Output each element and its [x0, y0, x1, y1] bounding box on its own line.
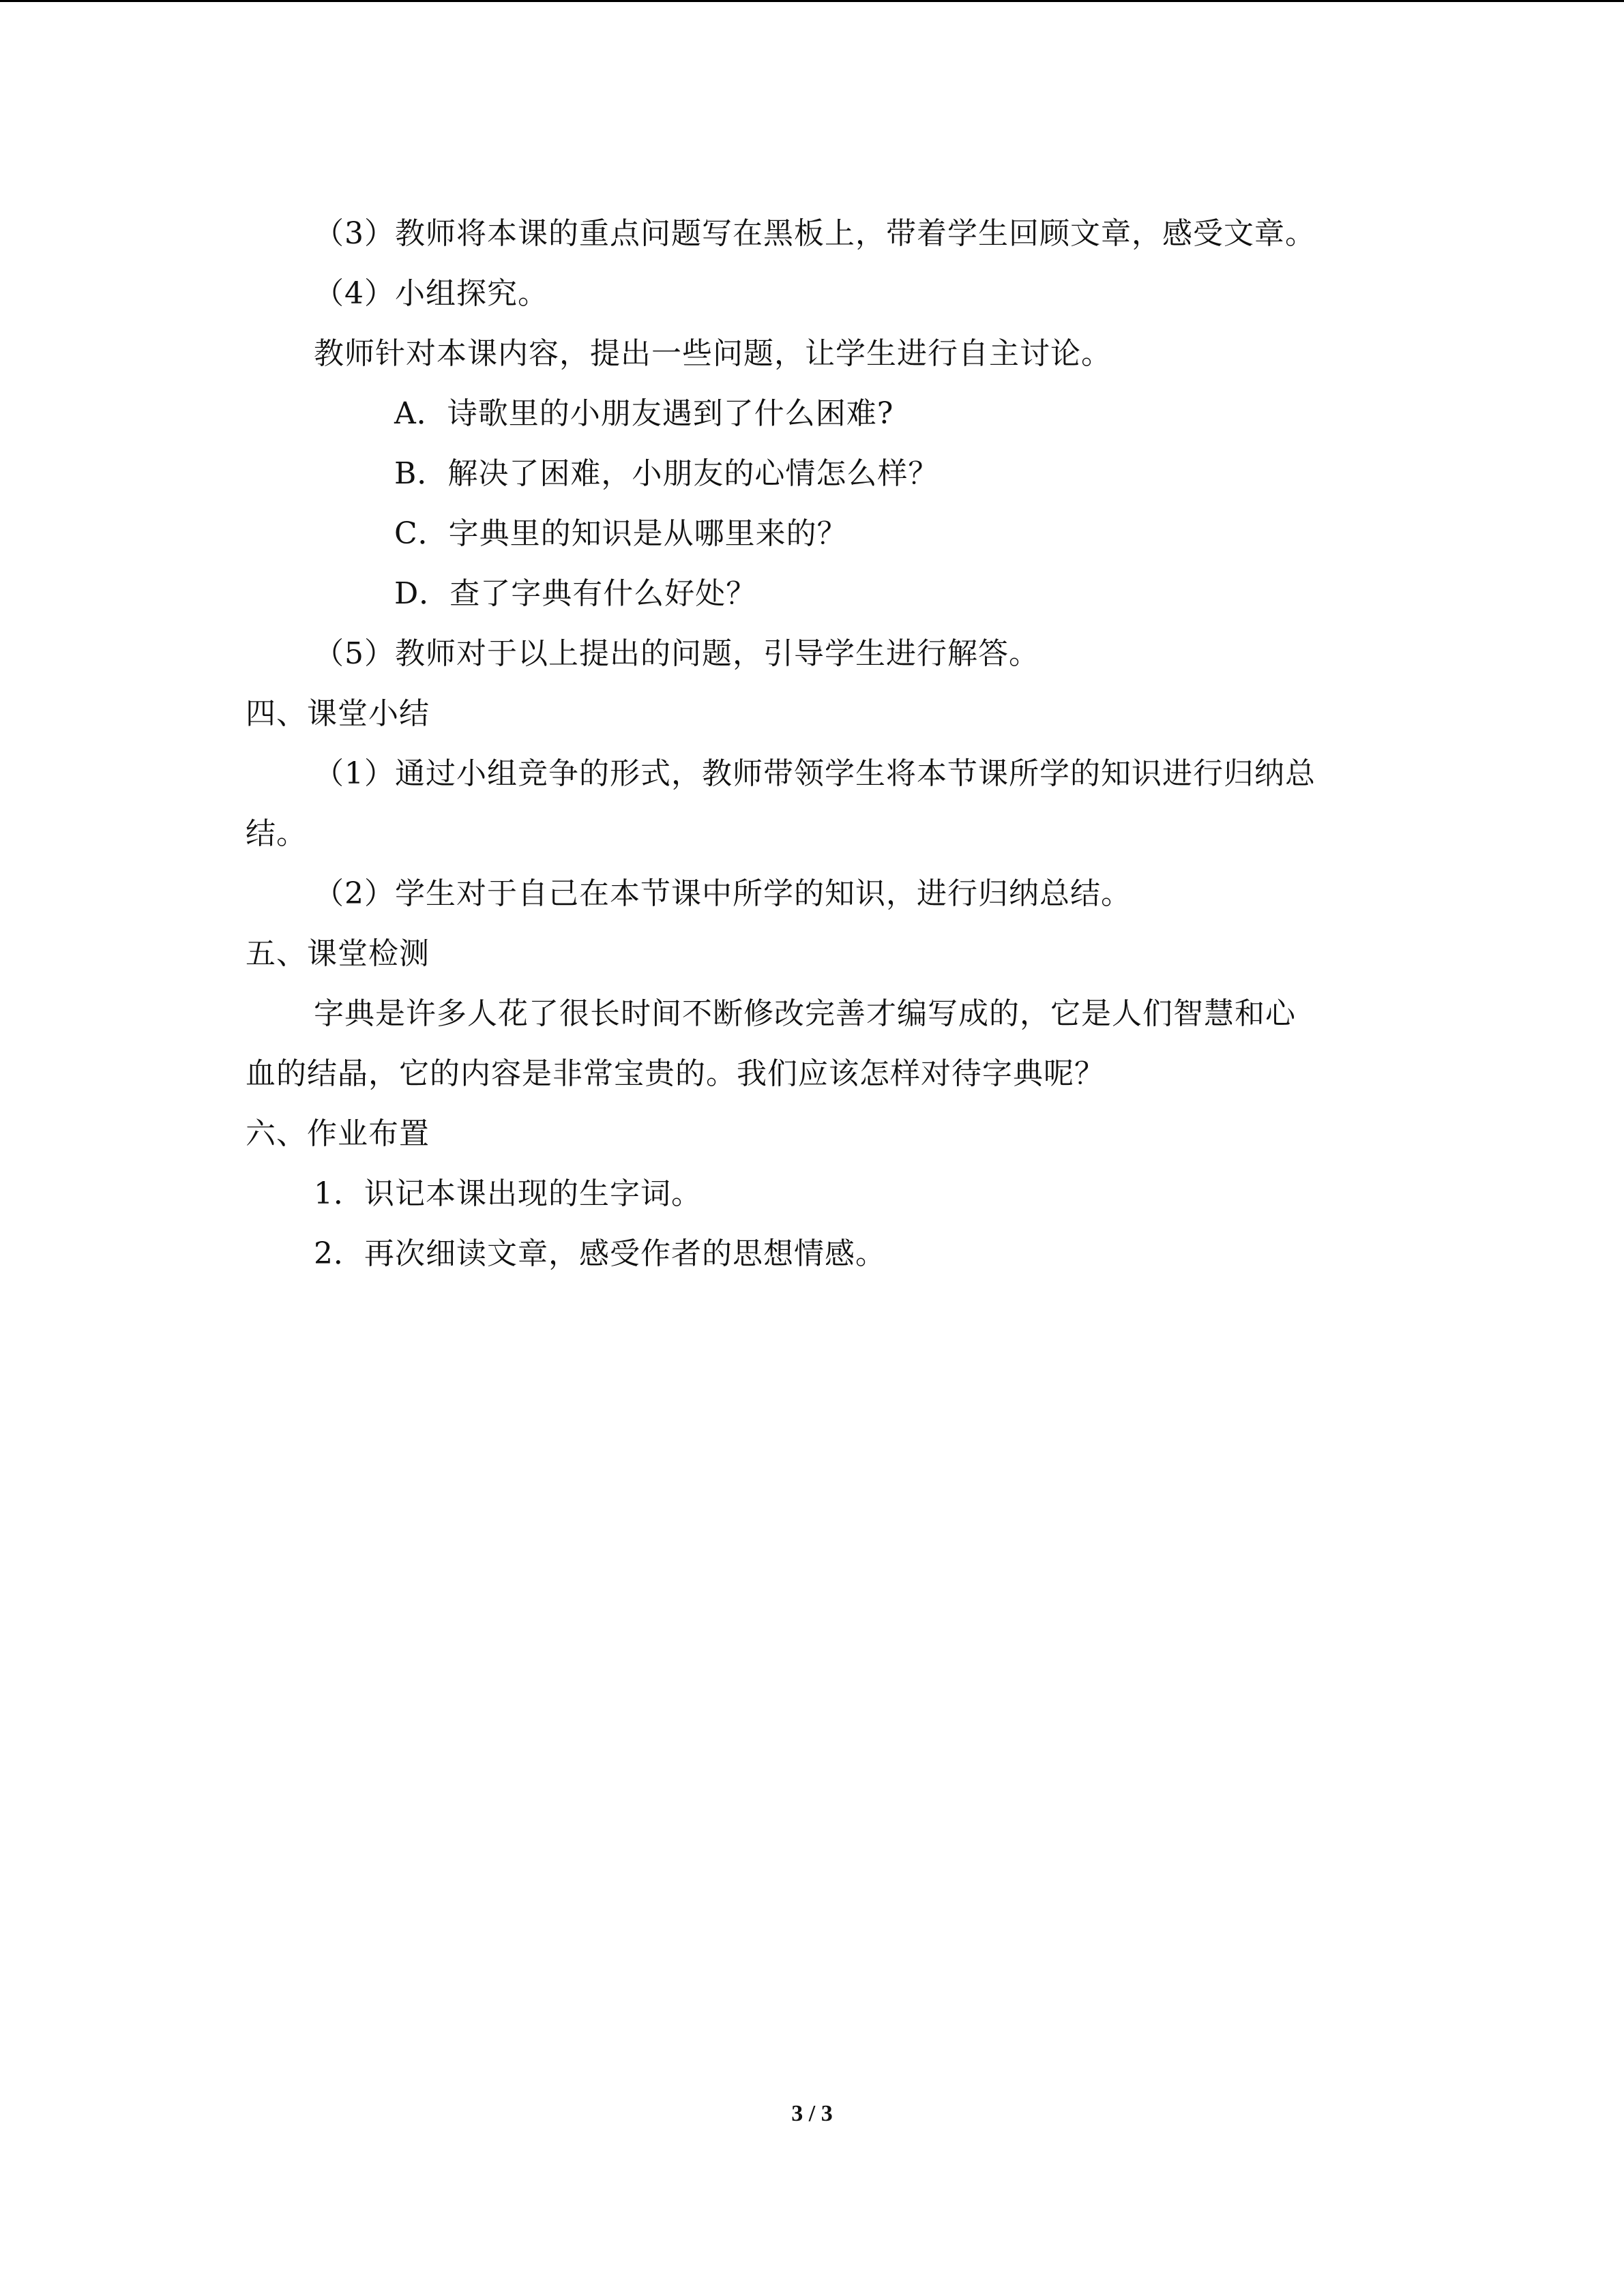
- question-c: C．字典里的知识是从哪里来的？: [394, 516, 848, 551]
- question-d: D．查了字典有什么好处？: [394, 576, 757, 611]
- discussion-intro-text: 教师针对本课内容，提出一些问题，让学生进行自主讨论。: [314, 336, 1112, 371]
- section-heading-check: 五、课堂检测: [246, 936, 430, 971]
- homework-item-2: 2．再次细读文章，感受作者的思想情感。: [314, 1236, 886, 1271]
- summary-item-1-continued: 结。: [246, 816, 307, 851]
- summary-item-2: （2）学生对于自己在本节课中所学的知识，进行归纳总结。: [314, 876, 1132, 911]
- section-heading-homework: 六、作业布置: [246, 1116, 430, 1151]
- homework-item-1: 1．识记本课出现的生字词。: [314, 1176, 702, 1211]
- question-b: B．解决了困难，小朋友的心情怎么样？: [394, 456, 939, 491]
- step-4-text: （4）小组探究。: [314, 276, 548, 311]
- step-5-text: （5）教师对于以上提出的问题，引导学生进行解答。: [314, 636, 1039, 671]
- step-3-text: （3）教师将本课的重点问题写在黑板上，带着学生回顾文章，感受文章。: [314, 216, 1316, 251]
- summary-item-1: （1）通过小组竞争的形式，教师带领学生将本节课所学的知识进行归纳总: [314, 756, 1316, 791]
- section-heading-summary: 四、课堂小结: [246, 696, 430, 731]
- question-a: A．诗歌里的小朋友遇到了什么困难?: [394, 396, 894, 431]
- check-paragraph-line-2: 血的结晶，它的内容是非常宝贵的。我们应该怎样对待字典呢？: [246, 1056, 1105, 1091]
- check-paragraph-line-1: 字典是许多人花了很长时间不断修改完善才编写成的，它是人们智慧和心: [314, 996, 1296, 1031]
- page-number: 3 / 3: [791, 2101, 833, 2126]
